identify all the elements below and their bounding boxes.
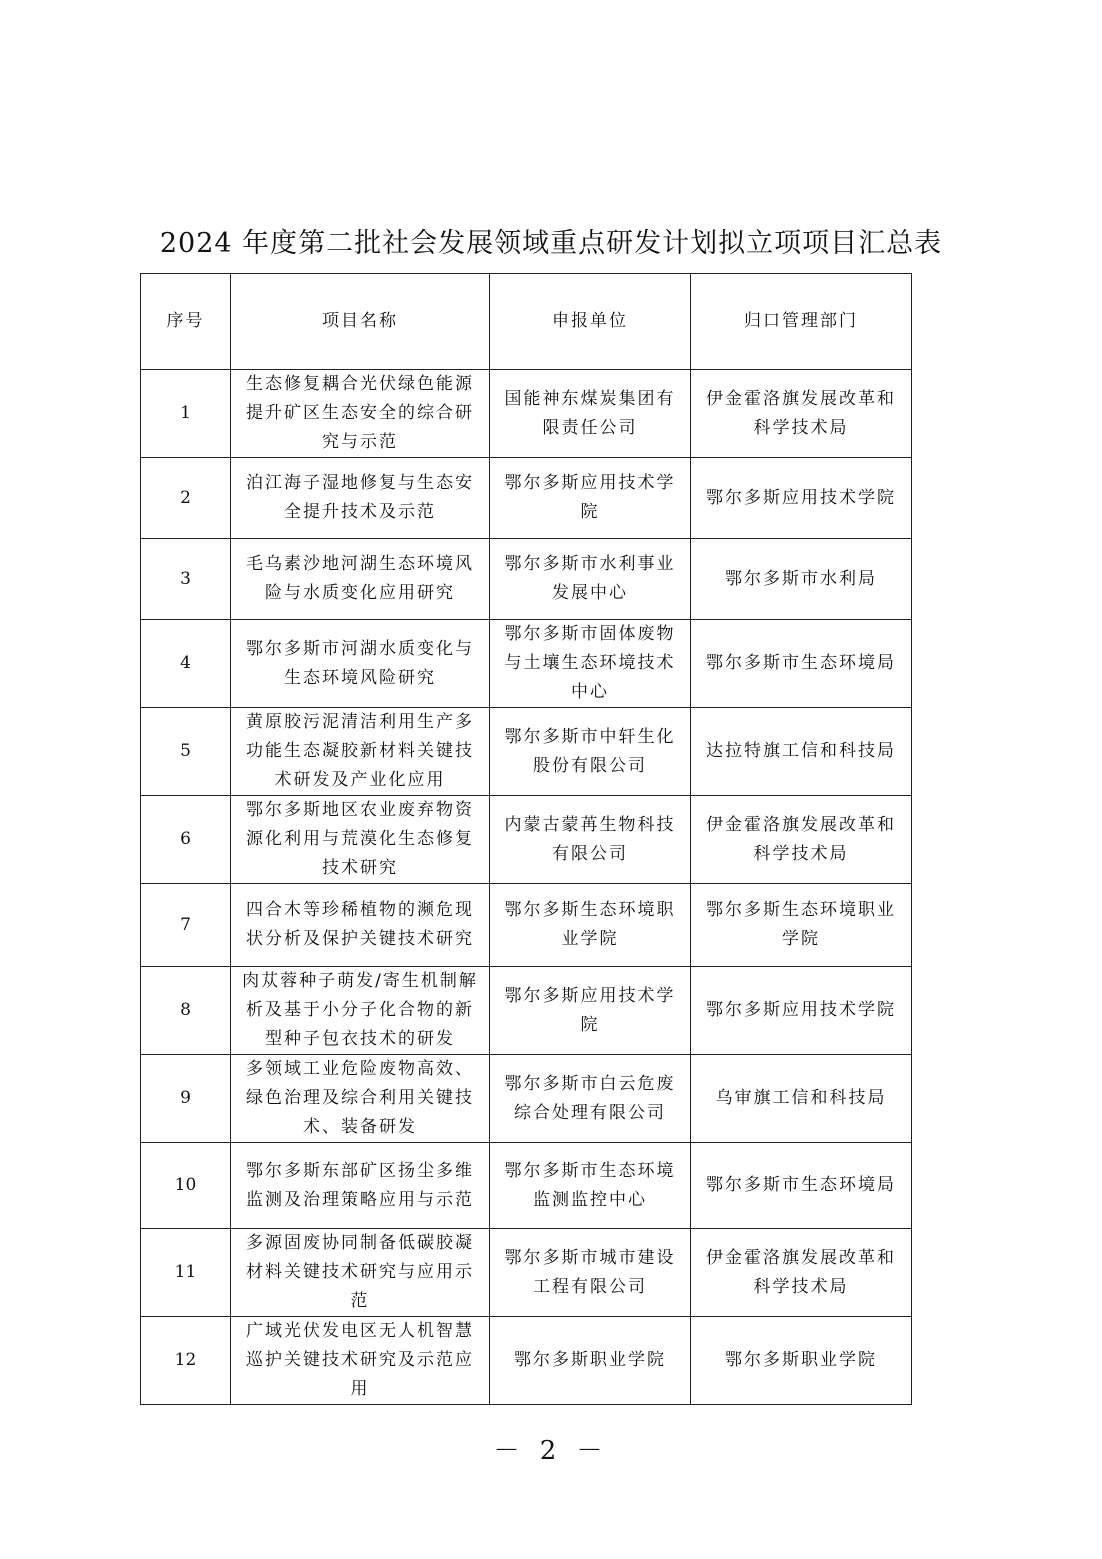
row-applicant-unit: 鄂尔多斯市生态环境监测监控中心	[490, 1143, 691, 1229]
row-applicant-unit: 鄂尔多斯应用技术学院	[490, 967, 691, 1055]
row-project-name: 生态修复耦合光伏绿色能源提升矿区生态安全的综合研究与示范	[231, 370, 490, 458]
row-applicant-unit: 鄂尔多斯市白云危废综合处理有限公司	[490, 1055, 691, 1143]
row-serial-number: 12	[141, 1317, 231, 1405]
header-managing-department: 归口管理部门	[691, 274, 912, 370]
row-serial-number: 1	[141, 370, 231, 458]
row-project-name: 四合木等珍稀植物的濒危现状分析及保护关键技术研究	[231, 884, 490, 967]
row-serial-number: 7	[141, 884, 231, 967]
table-row	[141, 708, 912, 796]
row-project-name: 多源固废协同制备低碳胶凝材料关键技术研究与应用示范	[231, 1229, 490, 1317]
row-managing-department: 鄂尔多斯市生态环境局	[691, 620, 912, 708]
table-row	[141, 1317, 912, 1405]
row-serial-number: 3	[141, 539, 231, 620]
header-project-name: 项目名称	[231, 274, 490, 370]
document-title: 2024 年度第二批社会发展领域重点研发计划拟立项项目汇总表	[159, 228, 943, 259]
table-row	[141, 620, 912, 708]
row-serial-number: 6	[141, 796, 231, 884]
row-applicant-unit: 鄂尔多斯市固体废物与土壤生态环境技术中心	[490, 620, 691, 708]
row-project-name: 鄂尔多斯东部矿区扬尘多维监测及治理策略应用与示范	[231, 1143, 490, 1229]
table-row	[141, 796, 912, 884]
row-managing-department: 达拉特旗工信和科技局	[691, 708, 912, 796]
row-applicant-unit: 鄂尔多斯应用技术学院	[490, 458, 691, 539]
row-applicant-unit: 鄂尔多斯生态环境职业学院	[490, 884, 691, 967]
table-row	[141, 370, 912, 458]
row-managing-department: 鄂尔多斯市生态环境局	[691, 1143, 912, 1229]
row-managing-department: 鄂尔多斯应用技术学院	[691, 458, 912, 539]
row-applicant-unit: 鄂尔多斯职业学院	[490, 1317, 691, 1405]
row-managing-department: 鄂尔多斯应用技术学院	[691, 967, 912, 1055]
page-number: － 2 －	[493, 1436, 609, 1466]
header-applicant-unit: 申报单位	[490, 274, 691, 370]
row-applicant-unit: 鄂尔多斯市中轩生化股份有限公司	[490, 708, 691, 796]
project-summary-table	[140, 273, 912, 1405]
row-applicant-unit: 鄂尔多斯市水利事业发展中心	[490, 539, 691, 620]
table-row	[141, 967, 912, 1055]
row-managing-department: 鄂尔多斯生态环境职业学院	[691, 884, 912, 967]
row-serial-number: 10	[141, 1143, 231, 1229]
row-project-name: 肉苁蓉种子萌发/寄生机制解析及基于小分子化合物的新型种子包衣技术的研发	[231, 967, 490, 1055]
row-applicant-unit: 国能神东煤炭集团有限责任公司	[490, 370, 691, 458]
table-header-row	[141, 274, 912, 370]
table-row	[141, 1229, 912, 1317]
row-managing-department: 伊金霍洛旗发展改革和科学技术局	[691, 1229, 912, 1317]
row-applicant-unit: 内蒙古蒙苒生物科技有限公司	[490, 796, 691, 884]
table-row	[141, 1055, 912, 1143]
row-project-name: 黄原胶污泥清洁利用生产多功能生态凝胶新材料关键技术研发及产业化应用	[231, 708, 490, 796]
row-project-name: 泊江海子湿地修复与生态安全提升技术及示范	[231, 458, 490, 539]
row-managing-department: 伊金霍洛旗发展改革和科学技术局	[691, 796, 912, 884]
row-serial-number: 8	[141, 967, 231, 1055]
row-managing-department: 鄂尔多斯市水利局	[691, 539, 912, 620]
row-serial-number: 2	[141, 458, 231, 539]
table-row	[141, 1143, 912, 1229]
row-project-name: 广域光伏发电区无人机智慧巡护关键技术研究及示范应用	[231, 1317, 490, 1405]
row-serial-number: 11	[141, 1229, 231, 1317]
row-managing-department: 伊金霍洛旗发展改革和科学技术局	[691, 370, 912, 458]
row-serial-number: 4	[141, 620, 231, 708]
row-project-name: 毛乌素沙地河湖生态环境风险与水质变化应用研究	[231, 539, 490, 620]
row-project-name: 鄂尔多斯地区农业废弃物资源化利用与荒漠化生态修复技术研究	[231, 796, 490, 884]
table-row	[141, 539, 912, 620]
row-managing-department: 乌审旗工信和科技局	[691, 1055, 912, 1143]
header-serial-number: 序号	[141, 274, 231, 370]
row-applicant-unit: 鄂尔多斯市城市建设工程有限公司	[490, 1229, 691, 1317]
table-row	[141, 458, 912, 539]
row-serial-number: 5	[141, 708, 231, 796]
row-managing-department: 鄂尔多斯职业学院	[691, 1317, 912, 1405]
table-row	[141, 884, 912, 967]
row-serial-number: 9	[141, 1055, 231, 1143]
row-project-name: 鄂尔多斯市河湖水质变化与生态环境风险研究	[231, 620, 490, 708]
row-project-name: 多领域工业危险废物高效、绿色治理及综合利用关键技术、装备研发	[231, 1055, 490, 1143]
